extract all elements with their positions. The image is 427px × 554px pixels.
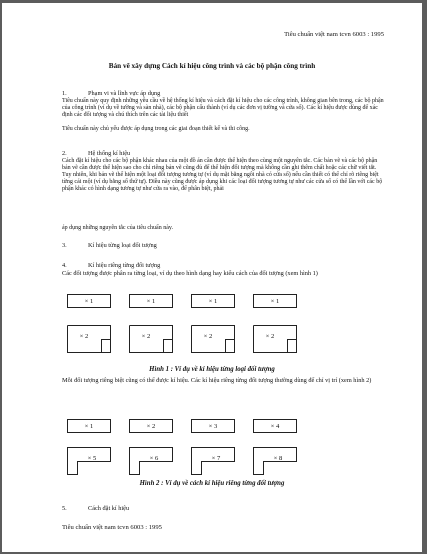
section-2-heading — [62, 150, 130, 157]
section-4-heading — [62, 262, 160, 269]
document-page — [2, 3, 422, 552]
section-number: 1. — [62, 90, 67, 97]
section-1-heading — [62, 90, 160, 97]
figure-2-label: × 7 — [211, 455, 221, 462]
figure-1-box: × 1 — [67, 294, 111, 308]
section-title: Hệ thống kí hiệu — [88, 150, 131, 157]
figure-2-label: × 6 — [149, 455, 159, 462]
figure-1-label: × 2 — [265, 333, 275, 340]
section-4-body-2: Mỗi đối tượng riêng biệt cũng có thể được kí hiệu. Các kí hiệu riêng từng đối tượng thường dùng để chỉ vị trí (xem hình 2) — [62, 377, 372, 384]
figure-2-l-shape — [67, 447, 111, 475]
section-3-heading — [62, 242, 157, 249]
section-number: 5. — [62, 505, 67, 512]
figure-2-label: × 5 — [87, 455, 97, 462]
figure-2-box: × 2 — [129, 419, 173, 433]
section-1-body: Tiêu chuẩn này quy định những yêu cầu về hệ thống kí hiệu và cách đặt kí hiệu cho các công trình, không gian bên trong, các bộ phận của công trình (ví dụ về tường và sàn nhà), các bộ phận cấu thành (ví dụ các đơn vị tường và cửa sổ). Các kí hiệu được dùng để xác định các đối tượng và chú thích trên các tài liệu thiết — [62, 98, 384, 118]
section-1-body-2: Tiêu chuẩn này chủ yếu được áp dụng trong các giai đoạn thiết kế và thi công. — [62, 126, 250, 132]
figure-1-label: × 2 — [141, 333, 151, 340]
figure-1-box: × 1 — [191, 294, 235, 308]
figure-1-l-shape — [67, 325, 111, 353]
figure-1-label: × 2 — [79, 333, 89, 340]
section-2-body: Cách đặt kí hiệu cho các bộ phận khác nhau của một đồ án cần được thể hiện theo cùng một nguyên tắc. Các bản vẽ và các bộ phận bản vẽ cần được thể hiện sao cho chỉ riêng bản vẽ cũng đủ để thể hiện đối tượng mà không cần ghi thêm chất hoặc các chữ viết tắt. Tuy nhiên, khi bản vẽ thể hiện một loại đối tượng tương tự (ví dụ mặt bằng ngôi nhà có cửa sổ) nếu cần thiết có thể chỉ rõ riêng biệt từng cái một (ví dụ bằng số thứ tự). Điều này cũng được áp dụng khi các loại đối tượng tương tự như các cửa số có thể lần với các bộ phận khác có hình dạng tương tự như cửa ra vào, để phân biệt, phải — [62, 158, 383, 192]
figure-2-box: × 4 — [253, 419, 297, 433]
figure-1-l-shape — [191, 325, 235, 353]
figure-1-l-shape — [253, 325, 297, 353]
figure-2-l-shape — [129, 447, 173, 475]
section-number: 2. — [62, 150, 67, 157]
figure-2-l-shape — [253, 447, 297, 475]
figure-2-label: × 8 — [273, 455, 283, 462]
figure-1-l-shape — [129, 325, 173, 353]
document-title: Bản vẽ xây dựng Cách kí hiệu công trình và các bộ phận công trình — [108, 62, 316, 70]
section-title: Kí hiệu riêng từng đối tượng — [88, 262, 161, 269]
section-5-heading — [62, 505, 129, 512]
section-number: 3. — [62, 242, 67, 249]
figure-1-box: × 1 — [253, 294, 297, 308]
section-title: Kí hiệu từng loại đối tượng — [88, 242, 157, 249]
figure-1-label: × 2 — [203, 333, 213, 340]
figure-2-box: × 1 — [67, 419, 111, 433]
figure-1-box: × 1 — [129, 294, 173, 308]
section-4-body: Các đối tượng được phân ra từng loại, ví dụ theo hình dạng hay kiểu cách của đối tượng (xem hình 1) — [62, 270, 318, 277]
section-title: Phạm vi và lĩnh vực áp dụng — [88, 90, 161, 97]
figure-2-caption: Hình 2 : Ví dụ về cách kí hiệu riêng từng đối tượng — [139, 480, 285, 487]
figure-2-box: × 3 — [191, 419, 235, 433]
section-number: 4. — [62, 262, 67, 269]
page-header: Tiêu chuẩn việt nam tcvn 6003 : 1995 — [284, 31, 384, 38]
page-footer: Tiêu chuẩn việt nam tcvn 6003 : 1995 — [62, 524, 162, 531]
figure-2-l-shape — [191, 447, 235, 475]
section-2-body-2: áp dụng những nguyên tắc của tiêu chuẩn này. — [62, 225, 173, 231]
section-title: Cách đặt kí hiệu — [88, 505, 130, 512]
figure-1-caption: Hình 1 : Ví dụ về kí hiệu từng loại đối tượng — [149, 366, 275, 373]
